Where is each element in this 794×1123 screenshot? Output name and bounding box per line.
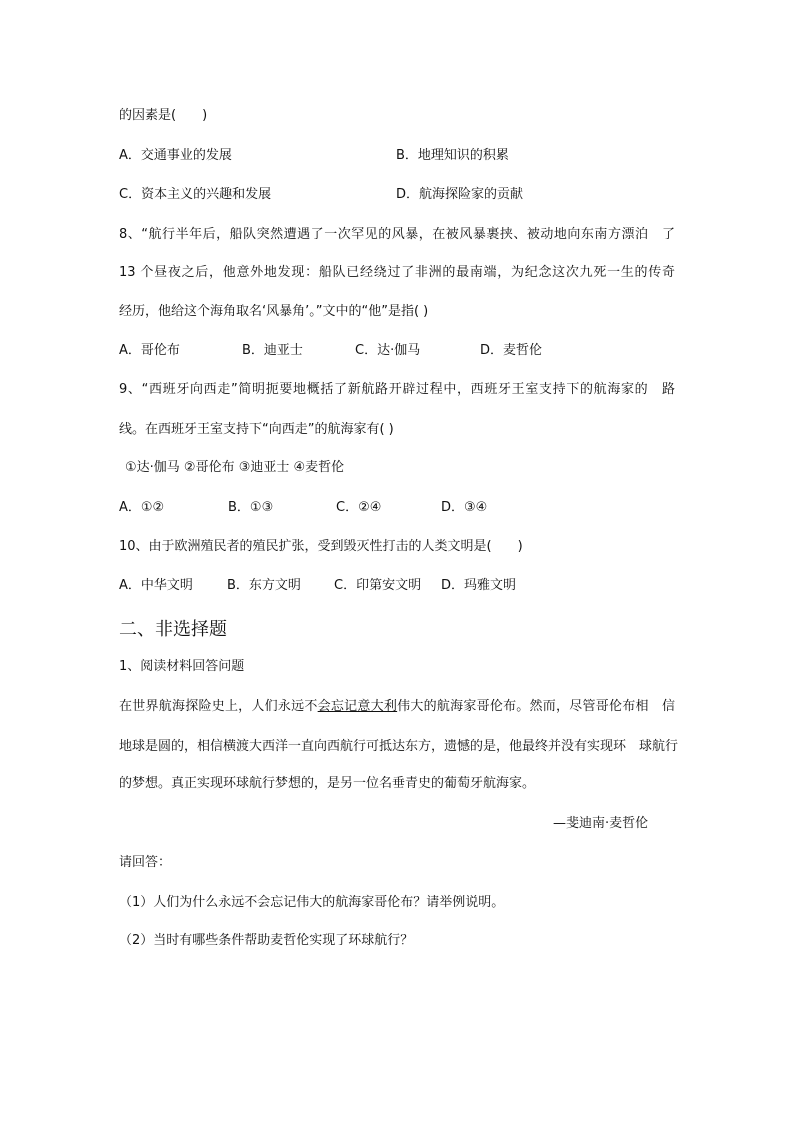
material-line-1-pre: 在世界航海探险史上，人们永远不: [119, 699, 318, 714]
section-heading: 二、非选择题: [119, 619, 227, 640]
material-attribution: —斐迪南·麦哲伦: [553, 816, 649, 831]
material-line-1: [119, 697, 675, 717]
q8-option-a: A．哥伦布: [119, 343, 180, 358]
q9-option-d: D．③④: [441, 500, 488, 515]
q7-option-c: C．资本主义的兴趣和发展: [119, 187, 272, 202]
q9-option-c: C．②④: [336, 500, 382, 515]
q10-option-a: A．中华文明: [119, 578, 193, 593]
q8-stem-line-2: 13 个昼夜之后，他意外地发现：船队已经绕过了非洲的最南端，为纪念这次九死一生的传奇: [119, 265, 675, 280]
material-line-2: 地球是圆的，相信横渡大西洋一直向西航行可抵达东方，遗憾的是，他最终并没有实现环 球航行: [119, 739, 679, 754]
q9-choices: ①达·伽马 ②哥伦布 ③迪亚士 ④麦哲伦: [125, 460, 345, 475]
material-line-3: 的梦想。真正实现环球航行梦想的，是另一位名垂青史的葡萄牙航海家。: [119, 776, 536, 791]
q10-option-d: D．玛雅文明: [441, 578, 517, 593]
material-line-1-post: 伟大的航海家哥伦布。然而，尽管哥伦布相 信: [397, 699, 675, 714]
q9-option-a: A．①②: [119, 500, 165, 515]
q8-option-b: B．迪亚士: [242, 343, 303, 358]
q10-option-c: C．印第安文明: [334, 578, 422, 593]
q8-option-d: D．麦哲伦: [480, 343, 543, 358]
q8-stem-line-1: 8、“航行半年后，船队突然遭遇了一次罕见的风暴，在被风暴裹挟、被动地向东南方漂泊 了: [119, 227, 675, 242]
material-line-1-underlined: 会忘记意大利: [317, 699, 398, 714]
q9-stem-line-2: 线。在西班牙王室支持下“向西走”的航海家有( ): [119, 422, 394, 437]
q7-option-d: D．航海探险家的贡献: [396, 187, 524, 202]
q9-option-b: B．①③: [228, 500, 274, 515]
q7-stem-tail: 的因素是( ): [119, 108, 208, 123]
answer-prompt: 请回答：: [119, 855, 172, 870]
question-title: 1、阅读材料回答问题: [119, 659, 245, 674]
q7-option-b: B．地理知识的积累: [396, 148, 509, 163]
sub-question-1: （1）人们为什么永远不会忘记伟大的航海家哥伦布？请举例说明。: [119, 895, 505, 910]
q10-stem: 10、由于欧洲殖民者的殖民扩张，受到毁灭性打击的人类文明是( ): [119, 539, 523, 554]
q7-option-a: A．交通事业的发展: [119, 148, 232, 163]
q8-stem-line-3: 经历，他给这个海角取名‘风暴角’。”文中的“他”是指( ): [119, 304, 429, 319]
q9-stem-line-1: 9、“西班牙向西走”简明扼要地概括了新航路开辟过程中，西班牙王室支持下的航海家的 路: [119, 382, 675, 397]
sub-question-2: （2）当时有哪些条件帮助麦哲伦实现了环球航行？: [119, 933, 414, 948]
q8-option-c: C．达·伽马: [355, 343, 421, 358]
q10-option-b: B．东方文明: [227, 578, 301, 593]
